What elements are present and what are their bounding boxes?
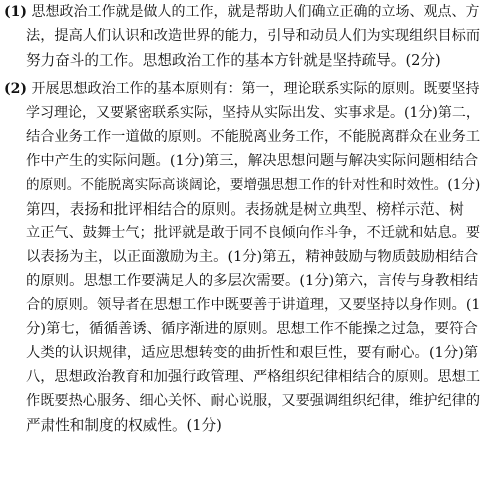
item-2-text: 立正气、鼓舞士气；批评就是敢于同不良倾向作斗争，不迁就和姑息。要 bbox=[26, 225, 481, 241]
item-1-line-3 bbox=[26, 51, 441, 70]
item-1-text: 努力奋斗的工作。思想政治工作的基本方针就是坚持疏导。(2分) bbox=[26, 52, 441, 69]
item-2-text: 合的原则。领导者在思想工作中既要善于讲道理，又要坚持以身作则。(1 bbox=[26, 297, 481, 313]
item-2-marker: (2) bbox=[4, 81, 27, 97]
item-2-line-5 bbox=[26, 176, 480, 195]
item-2-text: 八，思想政治教育和加强行政管理、严格组织纪律相结合的原则。思想工 bbox=[26, 369, 481, 385]
item-2-text: 第四，表扬和批评相结合的原则。表扬就是树立典型、榜样示范、树 bbox=[26, 201, 464, 218]
item-2-line-10 bbox=[26, 296, 480, 315]
item-2-line-14 bbox=[26, 392, 480, 411]
item-2-text: 开展思想政治工作的基本原则有：第一，理论联系实际的原则。既要坚持 bbox=[31, 81, 480, 97]
item-2-text: 作既要热心服务、细心关怀、耐心说服，又要强调组织纪律，维护纪律的 bbox=[26, 393, 481, 409]
item-2-line-12 bbox=[26, 344, 478, 363]
item-1-text: 思想政治工作就是做人的工作，就是帮助人们确立正确的立场、观点、方 bbox=[31, 4, 480, 20]
item-2-text: 的原则。思想工作要满足人的多层次需要。(1分)第六，言传与身教相结 bbox=[26, 273, 479, 289]
item-2-line-1 bbox=[4, 80, 479, 99]
item-2-line-4 bbox=[26, 152, 478, 171]
item-2-line-7 bbox=[26, 224, 480, 243]
item-2-line-3 bbox=[26, 128, 480, 147]
item-1-line-1 bbox=[4, 3, 479, 22]
item-2-text: 结合业务工作一道做的原则。不能脱离业务工作，不能脱离群众在业务工 bbox=[26, 129, 481, 145]
item-2-text: 以表扬为主，以正面激励为主。(1分)第五，精神鼓励与物质鼓励相结合 bbox=[26, 249, 479, 265]
item-2-text: 分)第七，循循善诱、循序渐进的原则。思想工作不能操之过急，要符合 bbox=[26, 321, 478, 337]
item-2-text: 人类的认识规律，适应思想转变的曲折性和艰巨性，要有耐心。(1分)第 bbox=[26, 345, 479, 361]
item-1-line-2 bbox=[26, 27, 480, 46]
item-2-line-8 bbox=[26, 248, 478, 267]
item-2-text: 作中产生的实际问题。(1分)第三，解决思想问题与解决实际问题相结合 bbox=[26, 153, 479, 169]
item-2-text: 学习理论，又要紧密联系实际，坚持从实际出发、实事求是。(1分)第二， bbox=[26, 105, 480, 121]
item-2-text: 的原则。不能脱离实际高谈阔论，要增强思想工作的针对性和时效性。(1分) bbox=[26, 177, 481, 193]
item-2-line-6 bbox=[26, 200, 464, 219]
item-2-line-11 bbox=[26, 320, 478, 339]
item-2-line-15 bbox=[26, 416, 222, 435]
item-1-marker: (1) bbox=[4, 4, 27, 20]
item-2-text: 严肃性和制度的权威性。(1分) bbox=[26, 417, 222, 434]
item-1-text: 法，提高人们认识和改造世界的能力，引导和动员人们为实现组织目标而 bbox=[26, 28, 481, 44]
item-2-line-13 bbox=[26, 368, 480, 387]
item-2-line-2 bbox=[26, 104, 480, 123]
item-2-line-9 bbox=[26, 272, 478, 291]
